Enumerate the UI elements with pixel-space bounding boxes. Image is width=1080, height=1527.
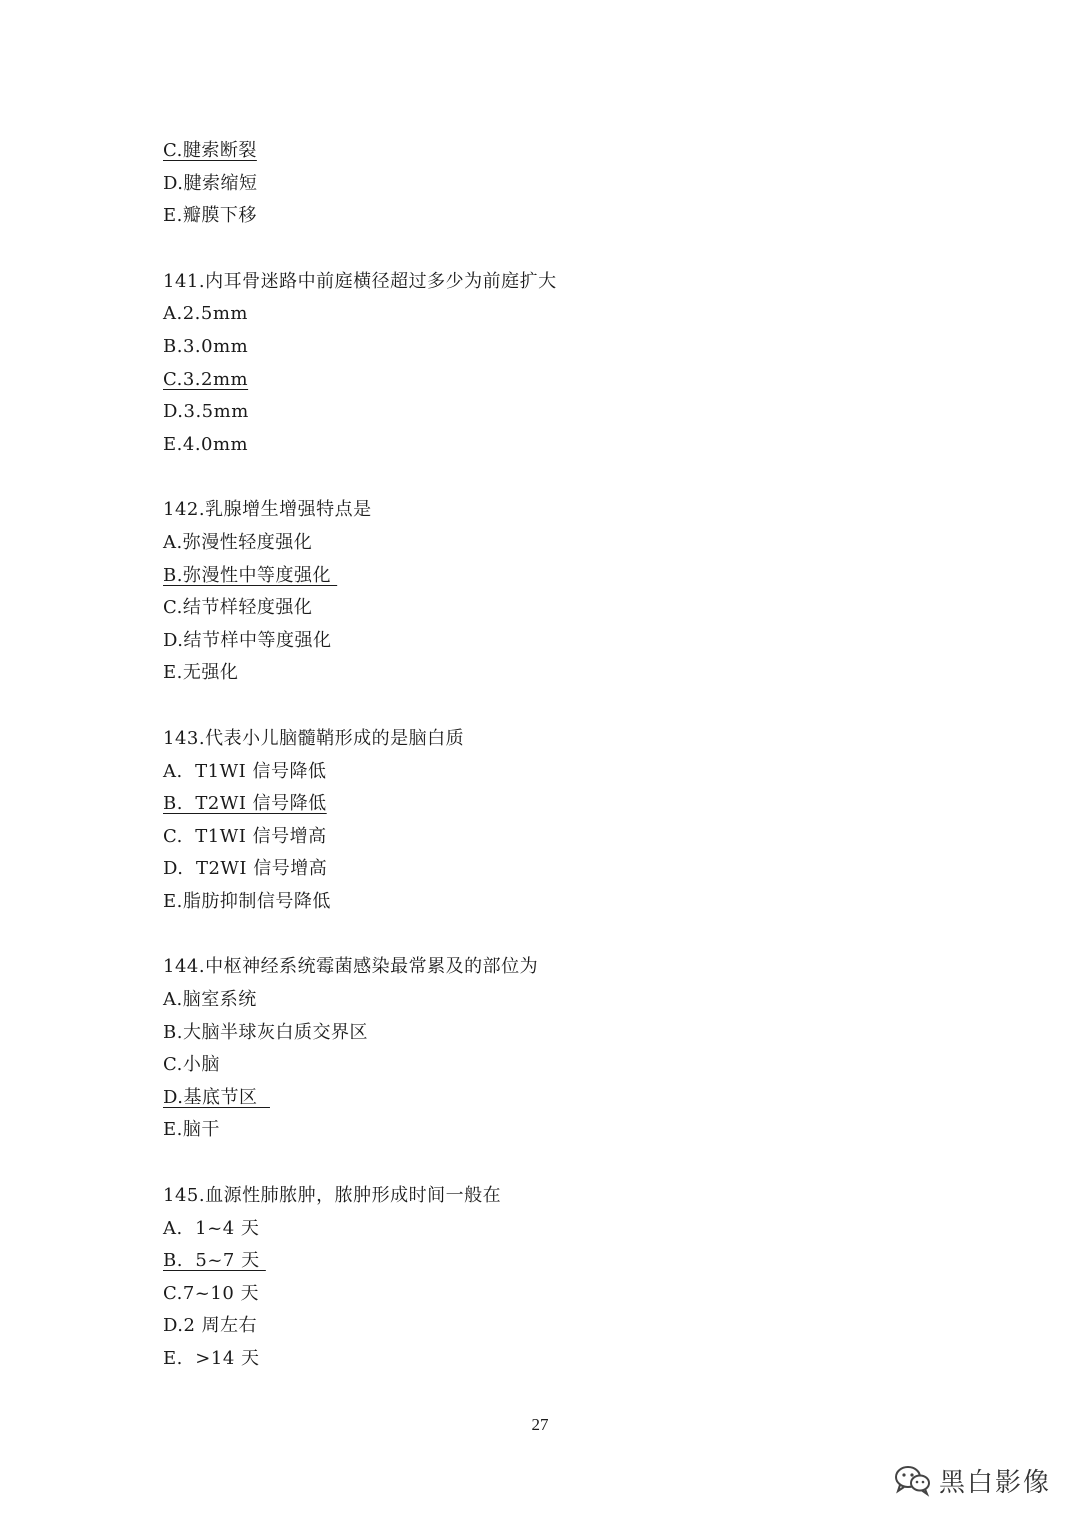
wechat-icon (893, 1463, 933, 1497)
option (163, 821, 963, 854)
answer-option (163, 1082, 963, 1115)
option (163, 1310, 963, 1343)
option (163, 527, 963, 560)
question-title: 143.代表小儿脑髓鞘形成的是脑白质 (163, 727, 465, 749)
question-title: 145.血源性肺脓肿，脓肿形成时间一般在 (163, 1185, 502, 1207)
question-title: 142.乳腺增生增强特点是 (163, 499, 372, 521)
option-text: E. >14 天 (163, 1348, 260, 1369)
option (163, 625, 963, 658)
option-text: E.瓣膜下移 (163, 205, 257, 227)
watermark (893, 1458, 1051, 1502)
option-text: C.腱索断裂 (163, 140, 257, 161)
option-text: A.弥漫性轻度强化 (163, 531, 313, 553)
option (163, 1213, 963, 1246)
answer-option (163, 1245, 963, 1278)
option-text: E.脑干 (163, 1119, 220, 1141)
option (163, 1114, 963, 1147)
option (163, 984, 963, 1017)
option (163, 886, 963, 919)
option (163, 396, 963, 429)
option (163, 298, 963, 331)
option-text: D.3.5mm (163, 401, 249, 423)
option-text: C.3.2mm (163, 368, 249, 390)
option-text: C. T1WI 信号增高 (163, 825, 327, 847)
option-text: A. 1~4 天 (163, 1217, 260, 1239)
option-text: B. 5~7 天 (163, 1250, 266, 1272)
option-text: E.脂肪抑制信号降低 (163, 890, 331, 912)
option-text: B.3.0mm (163, 335, 249, 357)
question-title: 141.内耳骨迷路中前庭横径超过多少为前庭扩大 (163, 270, 557, 292)
option-text: B.弥漫性中等度强化 (163, 564, 338, 586)
answer-option (163, 364, 963, 397)
watermark-text: 黑白影像 (939, 1467, 1052, 1498)
option (163, 1049, 963, 1082)
option-text: D.2 周左右 (163, 1315, 258, 1337)
option (163, 429, 963, 462)
option-text: C.7~10 天 (163, 1282, 260, 1304)
option-text: A. T1WI 信号降低 (163, 760, 327, 782)
question-title: 144.中枢神经系统霉菌感染最常累及的部位为 (163, 956, 539, 978)
option (163, 331, 963, 364)
option-text: D.腱索缩短 (163, 172, 258, 194)
option-text: B. T2WI 信号降低 (163, 793, 327, 815)
option-text: C.小脑 (163, 1054, 220, 1076)
page-number: 27 (531, 1415, 549, 1434)
option (163, 1017, 963, 1050)
option-text: D.结节样中等度强化 (163, 629, 332, 651)
option-text: D. T2WI 信号增高 (163, 858, 328, 880)
option-text: E.4.0mm (163, 433, 249, 455)
option-text: A.2.5mm (163, 303, 248, 325)
option (163, 853, 963, 886)
option-text: D.基底节区 (163, 1086, 270, 1108)
option (163, 756, 963, 789)
option (163, 168, 963, 201)
option-text: C.结节样轻度强化 (163, 597, 313, 619)
answer-option (163, 135, 963, 168)
option (163, 200, 963, 233)
option-text: E.无强化 (163, 662, 239, 684)
option (163, 1278, 963, 1311)
option (163, 592, 963, 625)
option-text: A.脑室系统 (163, 989, 257, 1011)
answer-option (163, 560, 963, 593)
answer-option (163, 788, 963, 821)
option-text: B.大脑半球灰白质交界区 (163, 1021, 368, 1043)
option (163, 1343, 963, 1376)
option (163, 657, 963, 690)
question-list (163, 135, 963, 1376)
